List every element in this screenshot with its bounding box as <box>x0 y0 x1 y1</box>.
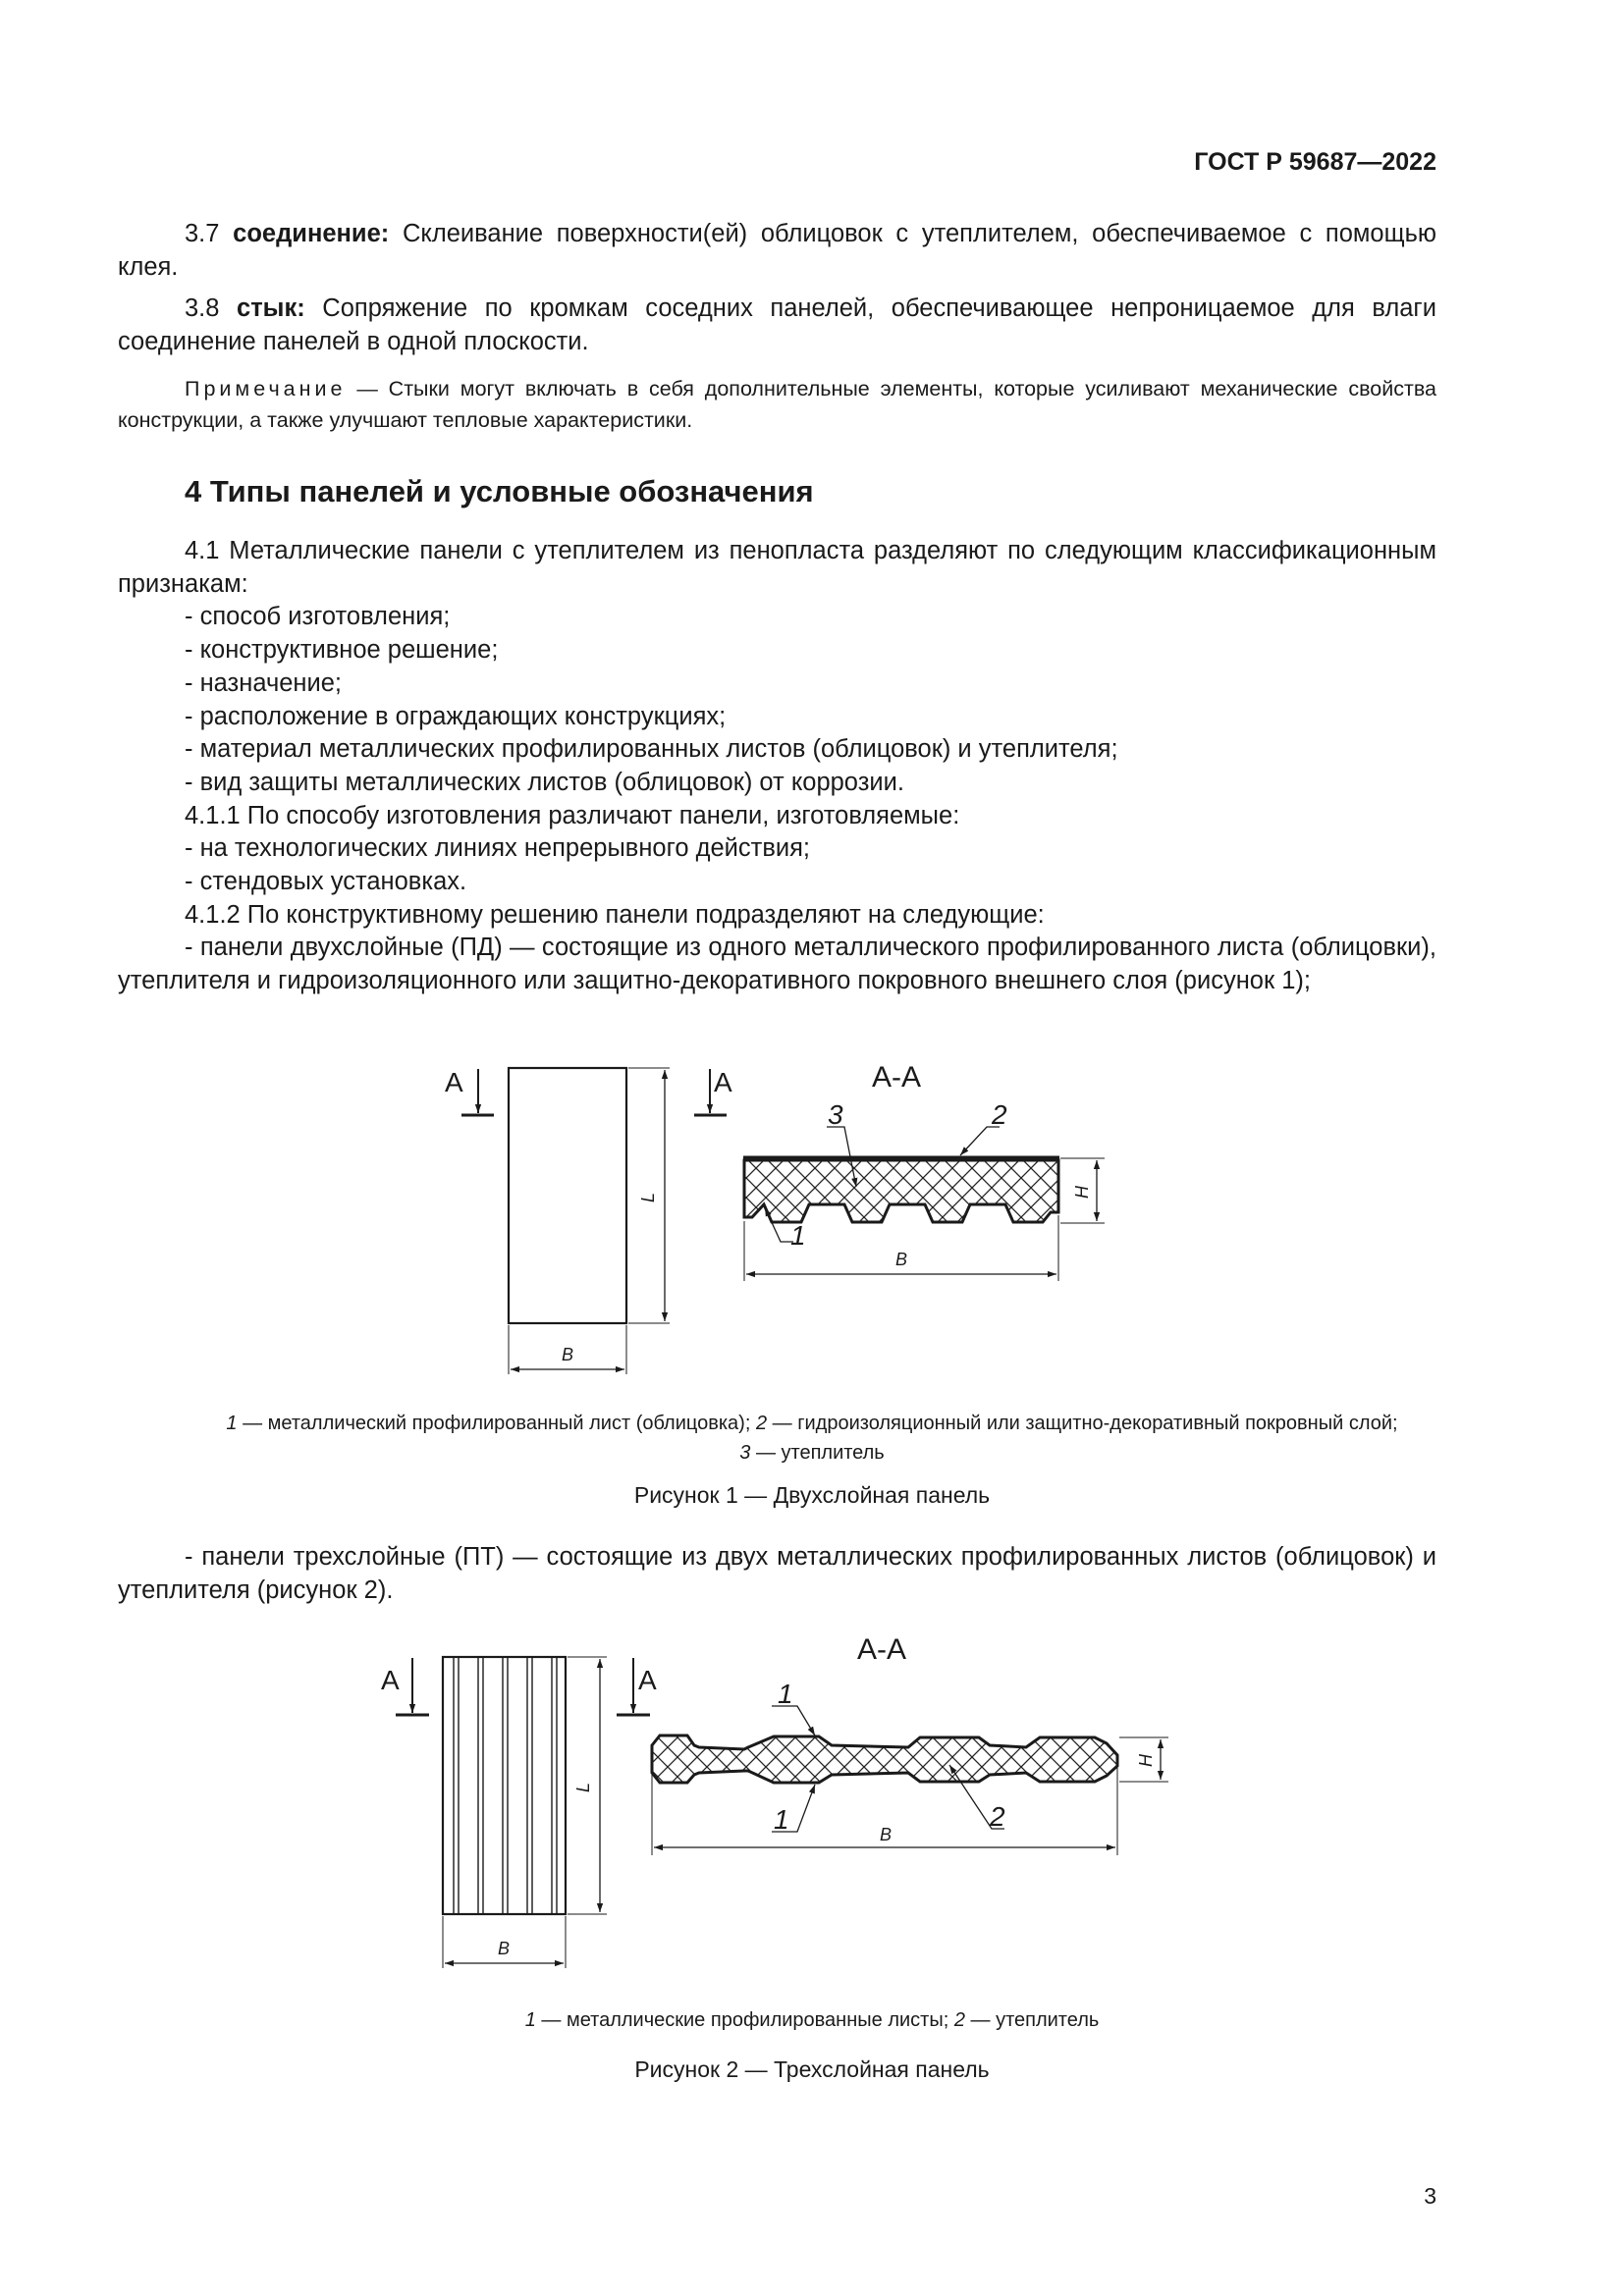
list-item: - конструктивное решение; <box>185 636 499 665</box>
callout-2: 2 <box>990 1801 1005 1832</box>
section-title: А-А <box>857 1633 907 1666</box>
section-heading: 4 Типы панелей и условные обозначения <box>185 474 814 508</box>
plan-view <box>396 1657 650 1968</box>
figure-1-title: Рисунок 1 — Двухслойная панель <box>633 1482 991 1508</box>
figure-1-legend <box>108 1409 1516 1468</box>
legend-text: — металлические профилированные листы; <box>535 2009 954 2031</box>
dimension-b: B <box>498 1939 511 1958</box>
list-item: - назначение; <box>185 668 343 697</box>
clause-number: 3.7 <box>185 220 234 247</box>
dimension-h: H <box>1072 1186 1092 1199</box>
item-two-layer: - панели двухслойные (ПД) — состоящие из одного металлического профилированного листа (облицовки), утеплителя и гидроизоляционного или защитно-декоративного покровного внешнего слоя (рисунок 1); <box>118 934 1436 995</box>
note-label: Примечание <box>185 377 347 400</box>
section-title: А-А <box>872 1061 922 1094</box>
legend-number: 1 <box>226 1413 238 1434</box>
term: соединение: <box>233 220 390 247</box>
dimension-b: B <box>895 1250 908 1269</box>
legend-text: — металлический профилированный лист (облицовка); <box>237 1413 756 1434</box>
insulation-layer <box>652 1735 1117 1783</box>
figure-2-legend <box>108 2005 1516 2035</box>
section-mark-a: A <box>714 1067 732 1097</box>
page-number: 3 <box>1424 2183 1436 2209</box>
legend-number: 2 <box>755 1413 768 1434</box>
dimension-l: L <box>638 1192 658 1202</box>
callout-1: 1 <box>778 1679 793 1709</box>
list-item: - расположение в ограждающих конструкциях; <box>185 702 727 730</box>
dimension-b: B <box>880 1825 893 1844</box>
item-three-layer <box>118 1541 1436 1607</box>
clause-4-1: 4.1 Металлические панели с утеплителем из пенопласта разделяют по следующим классификационным признакам: <box>118 537 1436 598</box>
legend-text: — гидроизоляционный или защитно-декоративный покровный слой; <box>767 1413 1398 1434</box>
item-three-layer-text: - панели трехслойные (ПТ) — состоящие из двух металлических профилированных листов (облицовок) и утеплителя (рисунок 2). <box>118 1543 1436 1604</box>
document-code: ГОСТ Р 59687—2022 <box>1194 148 1436 176</box>
definition-text: Склеивание поверхности(ей) облицовок с утеплителем, обеспечиваемое с помощью клея. <box>118 220 1436 281</box>
list-item: - вид защиты металлических листов (облицовок) от коррозии. <box>185 768 904 796</box>
figure-2 <box>381 1633 1168 1968</box>
dimension-h: H <box>1136 1754 1156 1767</box>
legend-number: 2 <box>953 2009 965 2031</box>
section-mark-a: A <box>381 1665 400 1695</box>
section-view <box>652 1706 1168 1855</box>
legend-number: 3 <box>739 1442 751 1464</box>
legend-number: 1 <box>524 2009 536 2031</box>
legend-text: — утеплитель <box>750 1442 885 1464</box>
legend-text: — утеплитель <box>964 2009 1100 2031</box>
clause-4-1-1: 4.1.1 По способу изготовления различают панели, изготовляемые: <box>185 801 960 829</box>
section-mark-a: A <box>445 1067 463 1097</box>
note-text: — Стыки могут включать в себя дополнительные элементы, которые усиливают механические свойства конструкции, а также улучшают тепловые характеристики. <box>118 377 1436 432</box>
list-item: - материал металлических профилированных листов (облицовок) и утеплителя; <box>185 735 1118 764</box>
definition-text: Сопряжение по кромкам соседних панелей, обеспечивающее непроницаемое для влаги соединение панелей в одной плоскости. <box>118 294 1436 355</box>
dimension-b: B <box>562 1345 574 1364</box>
figure-1 <box>445 1061 1105 1374</box>
list-item: - способ изготовления; <box>185 603 451 631</box>
clause-4-1-2: 4.1.2 По конструктивному решению панели подразделяют на следующие: <box>185 900 1045 929</box>
list-item: - стендовых установках. <box>185 868 467 896</box>
callout-1: 1 <box>790 1220 806 1251</box>
list-item: - на технологических линиях непрерывного действия; <box>185 834 811 863</box>
section-mark-a: A <box>638 1665 657 1695</box>
figure-2-title: Рисунок 2 — Трехслойная панель <box>634 2056 990 2082</box>
callout-2: 2 <box>992 1099 1007 1130</box>
plan-view <box>461 1068 727 1374</box>
clause-number: 3.8 <box>185 294 238 322</box>
dimension-l: L <box>573 1782 593 1792</box>
term: стык: <box>237 294 305 322</box>
callout-3: 3 <box>828 1099 843 1130</box>
insulation-layer <box>744 1160 1058 1222</box>
section-view <box>743 1127 1105 1281</box>
callout-1: 1 <box>774 1804 789 1835</box>
